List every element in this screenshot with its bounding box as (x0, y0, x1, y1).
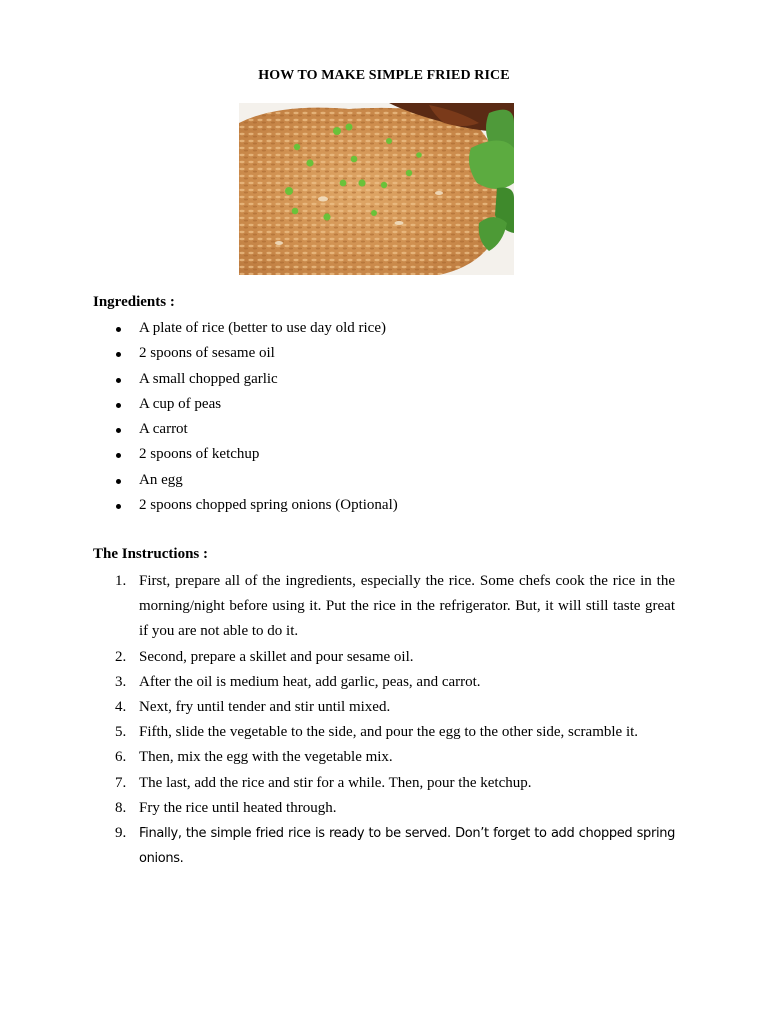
ingredient-text: A small chopped garlic (139, 370, 278, 387)
ingredient-item (93, 393, 693, 418)
ingredient-item (93, 443, 693, 468)
bullet-icon (116, 479, 121, 484)
ingredient-item (93, 469, 693, 494)
bullet-icon (116, 428, 121, 433)
ingredients-list (93, 317, 693, 519)
step-number: 8. (115, 799, 127, 816)
instructions-list (93, 569, 675, 871)
ingredient-text: 2 spoons of ketchup (139, 446, 260, 463)
step-text: First, prepare all of the ingredients, especially the rice. Some chefs cook the rice in the morning/night before using it. Put the rice in the refrigerator. But, it will still taste great if you are not able to do it. (139, 573, 675, 640)
page-title: HOW TO MAKE SIMPLE FRIED RICE (258, 68, 510, 83)
step-number: 2. (115, 648, 127, 665)
ingredient-item (93, 317, 693, 342)
instruction-step (93, 771, 675, 796)
instruction-step (93, 695, 675, 720)
ingredient-text: A carrot (139, 421, 188, 438)
ingredient-text: A cup of peas (139, 395, 222, 412)
ingredient-item (93, 418, 693, 443)
ingredient-text: 2 spoons chopped spring onions (Optional) (139, 497, 398, 514)
bullet-icon (116, 352, 121, 357)
step-text: The last, add the rice and stir for a while. Then, pour the ketchup. (139, 774, 532, 791)
instruction-step (93, 645, 675, 670)
ingredient-text: 2 spoons of sesame oil (139, 345, 275, 362)
instruction-step (93, 569, 675, 645)
bullet-icon (116, 327, 121, 332)
step-text: Finally, the simple fried rice is ready to be served. Don’t forget to add chopped spring onions. (139, 826, 675, 867)
ingredient-item (93, 368, 693, 393)
step-text: Then, mix the egg with the vegetable mix. (139, 749, 393, 766)
instructions-heading: The Instructions : (93, 546, 209, 562)
step-text: Next, fry until tender and stir until mixed. (139, 699, 391, 716)
ingredient-text: A plate of rice (better to use day old rice) (139, 320, 386, 336)
ingredient-text: An egg (139, 471, 183, 488)
fried-rice-photo (239, 103, 514, 275)
step-text: Second, prepare a skillet and pour sesame oil. (139, 648, 414, 665)
step-number: 3. (115, 673, 127, 690)
bullet-icon (116, 378, 121, 383)
step-number: 7. (115, 774, 127, 791)
step-text: Fifth, slide the vegetable to the side, and pour the egg to the other side, scramble it. (139, 724, 639, 741)
bullet-icon (116, 504, 121, 509)
step-text: Fry the rice until heated through. (139, 799, 337, 816)
instruction-step (93, 745, 675, 770)
step-number: 9. (115, 825, 127, 842)
bullet-icon (116, 403, 121, 408)
instruction-step (93, 796, 675, 821)
step-number: 5. (115, 724, 127, 741)
ingredients-heading: Ingredients : (93, 294, 175, 310)
fried-rice-photo-image (239, 103, 514, 275)
step-number: 6. (115, 749, 127, 766)
step-number: 1. (115, 573, 127, 589)
instruction-step (93, 720, 675, 745)
ingredient-item (93, 342, 693, 367)
step-number: 4. (115, 699, 127, 716)
ingredient-item (93, 494, 693, 519)
step-text: After the oil is medium heat, add garlic, peas, and carrot. (139, 673, 481, 690)
instruction-step (93, 670, 675, 695)
bullet-icon (116, 453, 121, 458)
instruction-step (93, 821, 675, 871)
